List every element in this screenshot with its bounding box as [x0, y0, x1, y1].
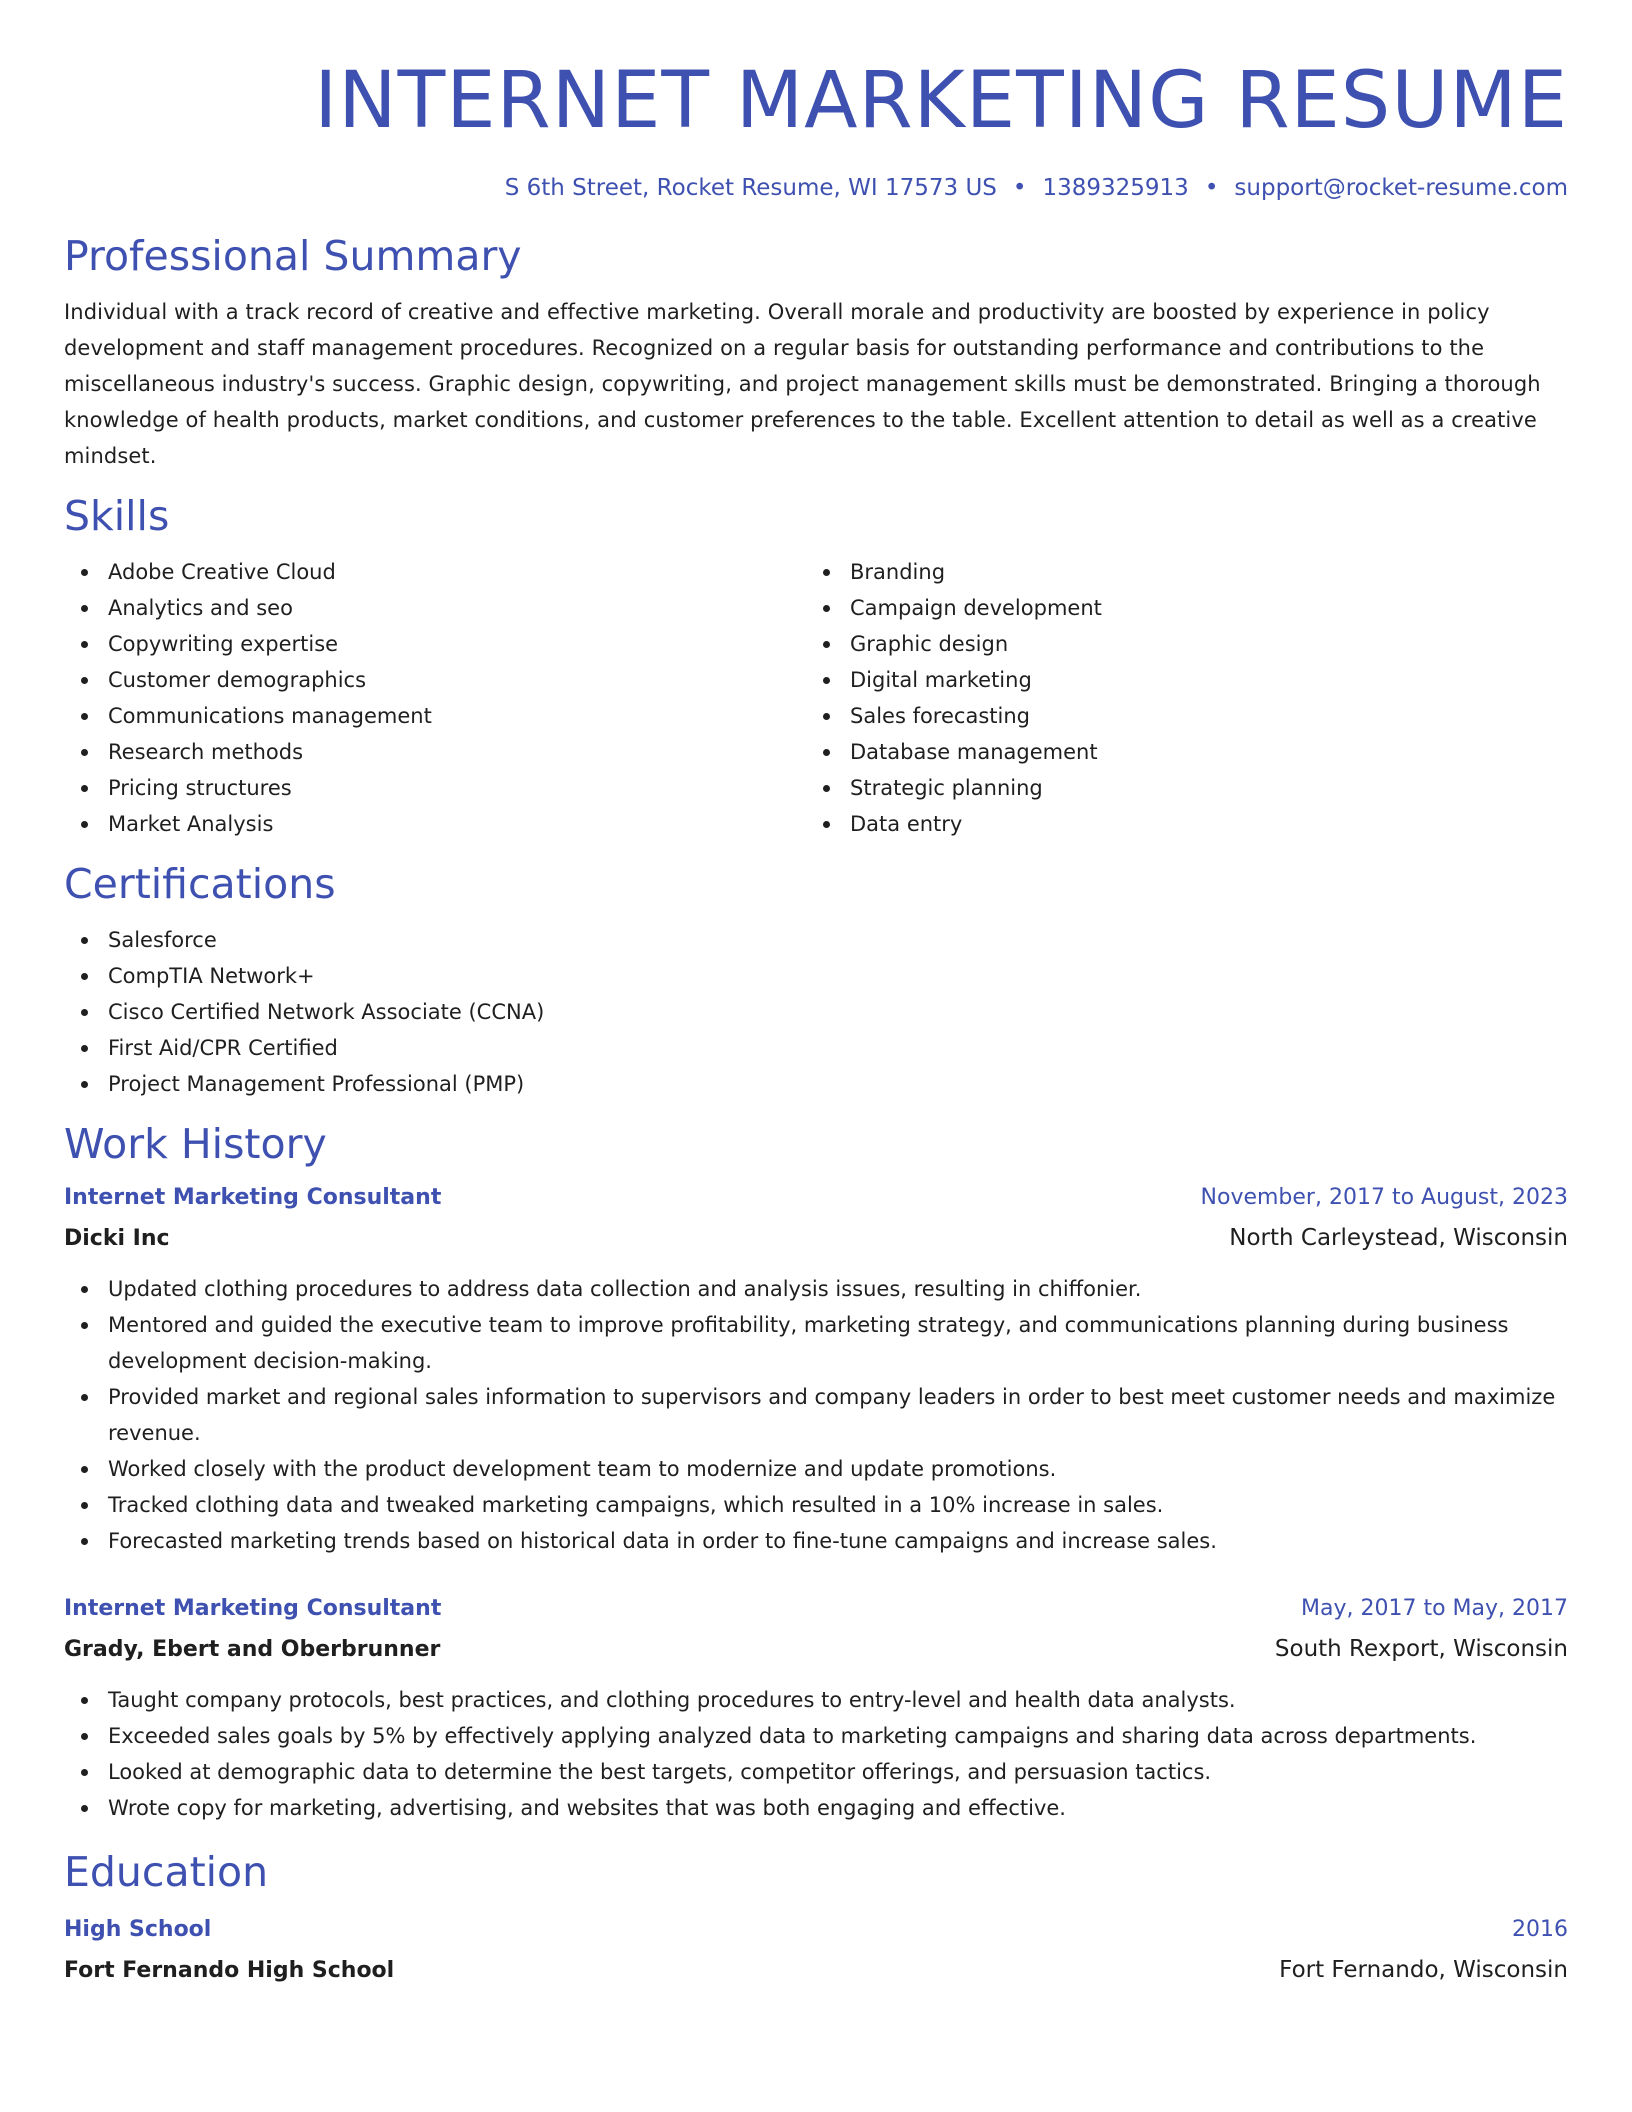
resume-title: INTERNET MARKETING RESUME: [314, 56, 1568, 146]
skill-item: Research methods: [64, 734, 806, 770]
job-location: South Rexport, Wisconsin: [1274, 1636, 1568, 1662]
work-history-heading: Work History: [64, 1120, 327, 1168]
education-year: 2016: [1512, 1917, 1568, 1942]
job-location: North Carleystead, Wisconsin: [1229, 1225, 1568, 1251]
certification-item: Salesforce: [64, 922, 1568, 958]
job-bullets: [64, 1271, 1568, 1559]
job-header: [64, 1591, 1568, 1627]
job-subheader: [64, 1220, 1568, 1257]
skills-list-right: [806, 554, 1548, 842]
job-dates: May, 2017 to May, 2017: [1301, 1596, 1568, 1621]
certification-item: First Aid/CPR Certified: [64, 1030, 1568, 1066]
summary-text: Individual with a track record of creative and effective marketing. Overall morale and productivity are boosted by experience in policy development and staff management procedures. Recognized on a regular basis for outstanding performance and contributions to the miscellaneous industry's success. Graphic design, copywriting, and project management skills must be demonstrated. Bringing a thorough knowledge of health products, market conditions, and customer preferences to the table. Excellent attention to detail as well as a creative mindset.: [64, 300, 1541, 468]
skills-heading: Skills: [64, 492, 170, 540]
job-bullet: Forecasted marketing trends based on historical data in order to fine-tune campaigns and increase sales.: [64, 1523, 1568, 1559]
skill-item: Digital marketing: [806, 662, 1548, 698]
job-bullet: Looked at demographic data to determine the best targets, competitor offerings, and persuasion tactics.: [64, 1754, 1568, 1790]
skills-list-left: [64, 554, 806, 842]
skill-item: Market Analysis: [64, 806, 806, 842]
job-bullet: Wrote copy for marketing, advertising, and websites that was both engaging and effective.: [64, 1790, 1568, 1826]
skill-item: Strategic planning: [806, 770, 1548, 806]
skill-item: Data entry: [806, 806, 1548, 842]
certification-item: Cisco Certified Network Associate (CCNA): [64, 994, 1568, 1030]
job-entry: [64, 1591, 1568, 1826]
skill-item: Pricing structures: [64, 770, 806, 806]
job-dates: November, 2017 to August, 2023: [1200, 1185, 1568, 1210]
job-bullet: Exceeded sales goals by 5% by effectively applying analyzed data to marketing campaigns and sharing data across departments.: [64, 1718, 1568, 1754]
job-company: Grady, Ebert and Oberbrunner: [64, 1637, 441, 1662]
skill-item: Branding: [806, 554, 1548, 590]
certification-item: CompTIA Network+: [64, 958, 1568, 994]
job-title: Internet Marketing Consultant: [64, 1185, 442, 1210]
job-subheader: [64, 1631, 1568, 1668]
contact-address: S 6th Street, Rocket Resume, WI 17573 US: [504, 175, 997, 201]
job-bullet: Worked closely with the product development team to modernize and update promotions.: [64, 1451, 1568, 1487]
skill-item: Analytics and seo: [64, 590, 806, 626]
skill-item: Graphic design: [806, 626, 1548, 662]
skill-item: Copywriting expertise: [64, 626, 806, 662]
education-heading: Education: [64, 1848, 269, 1896]
skill-item: Communications management: [64, 698, 806, 734]
skill-item: Sales forecasting: [806, 698, 1548, 734]
education-school: Fort Fernando High School: [64, 1958, 395, 1983]
job-title: Internet Marketing Consultant: [64, 1596, 442, 1621]
job-entry: [64, 1180, 1568, 1559]
contact-separator: •: [1204, 175, 1219, 201]
skills-grid: [64, 554, 1568, 842]
job-header: [64, 1180, 1568, 1216]
contact-separator: •: [1012, 175, 1027, 201]
skill-item: Adobe Creative Cloud: [64, 554, 806, 590]
job-bullets: [64, 1682, 1568, 1826]
job-company: Dicki Inc: [64, 1226, 170, 1251]
skill-item: Database management: [806, 734, 1548, 770]
job-bullet: Updated clothing procedures to address data collection and analysis issues, resulting in chiffonier.: [64, 1271, 1568, 1307]
contact-line: [64, 172, 1568, 204]
certifications-heading: Certifications: [64, 860, 336, 908]
job-bullet: Mentored and guided the executive team to improve profitability, marketing strategy, and communications planning during business development decision-making.: [64, 1307, 1568, 1379]
certification-item: Project Management Professional (PMP): [64, 1066, 1568, 1102]
job-bullet: Tracked clothing data and tweaked marketing campaigns, which resulted in a 10% increase in sales.: [64, 1487, 1568, 1523]
contact-phone: 1389325913: [1042, 175, 1189, 201]
skill-item: Customer demographics: [64, 662, 806, 698]
education-location: Fort Fernando, Wisconsin: [1279, 1957, 1568, 1983]
education-header: [64, 1912, 1568, 1948]
job-bullet: Taught company protocols, best practices, and clothing procedures to entry-level and health data analysts.: [64, 1682, 1568, 1718]
education-subheader: [64, 1952, 1568, 1989]
summary-heading: Professional Summary: [64, 232, 522, 280]
education-entry: [64, 1912, 1568, 1989]
skill-item: Campaign development: [806, 590, 1548, 626]
contact-email[interactable]: support@rocket-resume.com: [1234, 175, 1568, 201]
certifications-list: [64, 922, 1568, 1102]
job-bullet: Provided market and regional sales information to supervisors and company leaders in order to best meet customer needs and maximize revenue.: [64, 1379, 1568, 1451]
education-degree: High School: [64, 1917, 212, 1942]
